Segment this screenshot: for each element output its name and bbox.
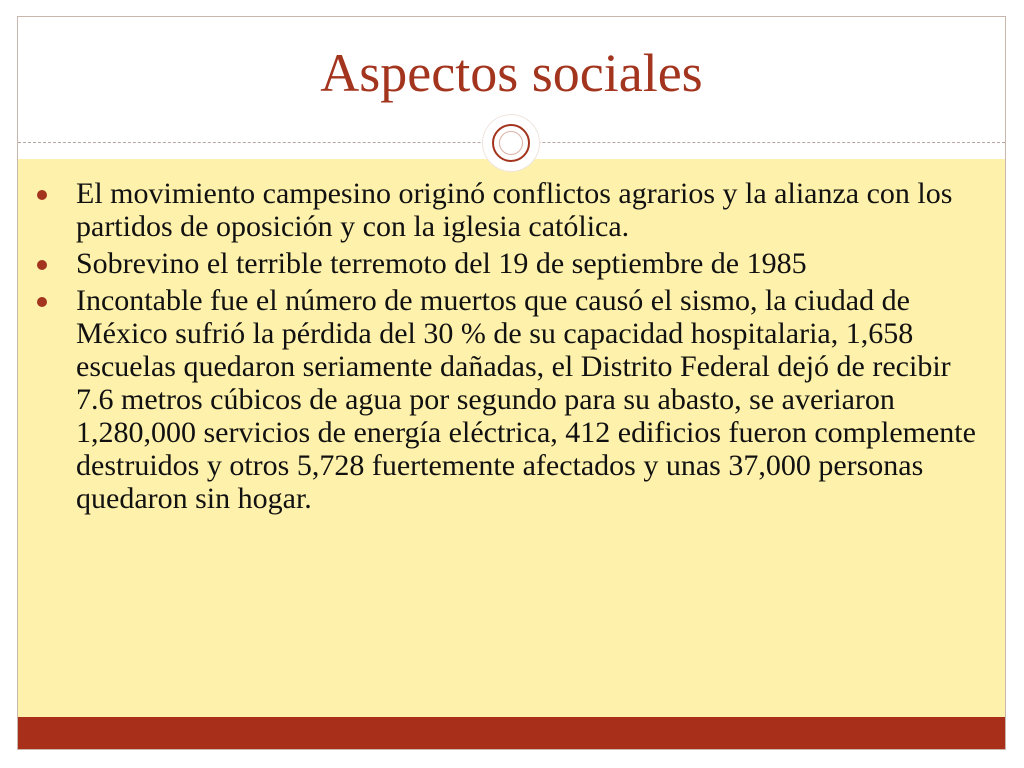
footer-bar — [18, 717, 1005, 750]
double-circle-ornament-icon — [483, 115, 539, 171]
bullet-list — [18, 177, 978, 519]
bullet-text: Sobrevino el terrible terremoto del 19 de septiembre de 1985 — [76, 247, 807, 280]
slide — [17, 16, 1006, 750]
bullet-item — [18, 177, 978, 243]
bullet-text: El movimiento campesino originó conflictos agrarios y la alianza con los partidos de oposición y con la iglesia católica. — [76, 177, 953, 243]
circle-bullet-icon — [37, 260, 47, 270]
circle-bullet-icon — [37, 190, 47, 200]
ornament-outer-ring — [492, 124, 530, 162]
slide-title: Aspectos sociales — [320, 43, 703, 103]
ornament-inner-ring — [499, 131, 523, 155]
circle-bullet-icon — [37, 297, 47, 307]
bullet-text: Incontable fue el número de muertos que causó el sismo, la ciudad de México sufrió la pérdida del 30 % de su capacidad hospitalaria, 1,658 escuelas quedaron seriamente dañadas, el Distrito Federal dejó de recibir 7.6 metros cúbicos de agua por segundo para su abasto, se averiaron 1,280,000 servicios de energía eléctrica, 412 edificios fueron complemente destruidos y otros 5,728 fuertemente afectados y unas 37,000 personas quedaron sin hogar. — [76, 284, 976, 515]
bullet-item — [18, 247, 978, 280]
bullet-item — [18, 284, 978, 515]
